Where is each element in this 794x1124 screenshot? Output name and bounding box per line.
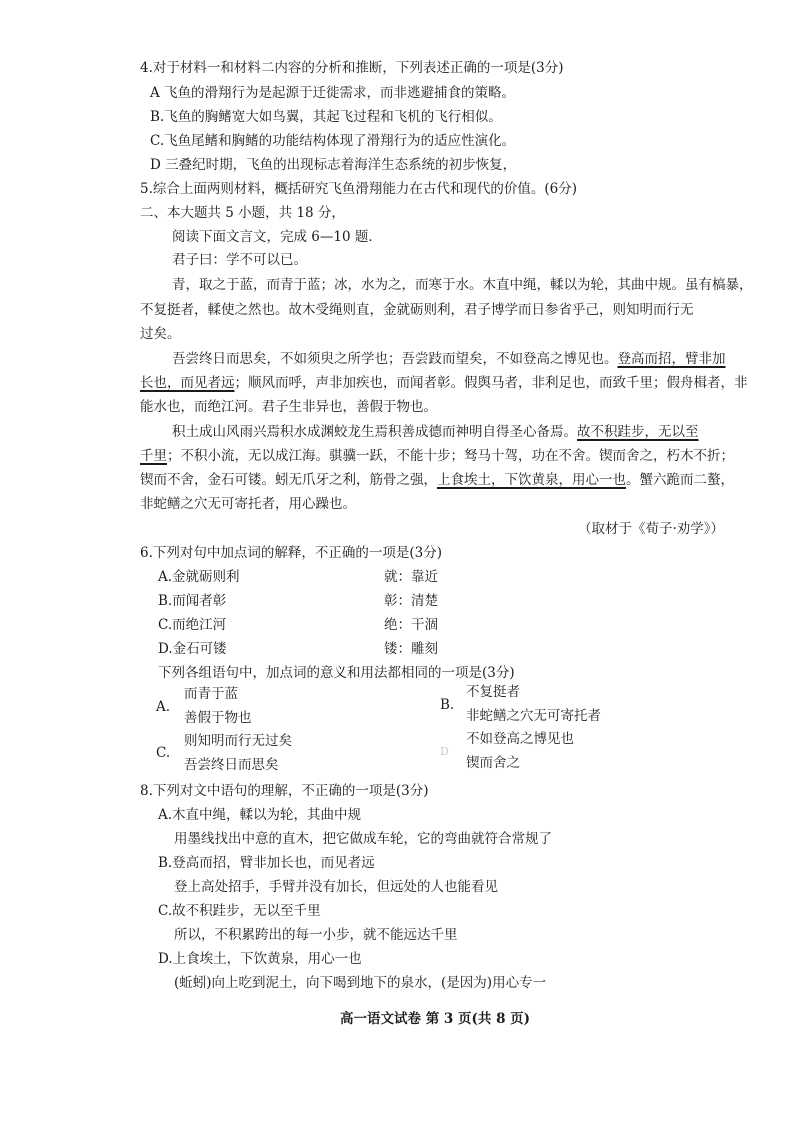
q7-option-c-label: C. bbox=[156, 745, 171, 761]
q6-row-a-phrase: A.金就砺则利 bbox=[158, 569, 240, 585]
q8-option-b: B.登高而招，臂非加长也，而见者远 bbox=[158, 855, 375, 871]
q7-option-b-line-1: 不复挺者 bbox=[466, 684, 520, 700]
q7-stem: 下列各组语句中，加点词的意义和用法都相同的一项是(3分) bbox=[158, 665, 515, 681]
q4-option-a: A 飞鱼的滑翔行为是起源于迁徙需求，而非逃避捕食的策略。 bbox=[150, 85, 516, 101]
passage-text: ；顺风而呼，声非加疾也，而闻者彰。假舆马者，非利足也，而致千里；假舟楫者，非 bbox=[234, 375, 748, 391]
q4-option-b: B.飞鱼的胸鳍宽大如鸟翼，其起飞过程和飞机的飞行相似。 bbox=[150, 109, 502, 125]
passage-para-4-line-4: 非蛇鳝之穴无可寄托者，用心躁也。 bbox=[140, 496, 356, 512]
q7-option-d-line-2: 锲而舍之 bbox=[466, 755, 520, 771]
q7-option-a-label: A. bbox=[156, 699, 171, 715]
underlined-phrase: 上食埃土，下饮黄泉，用心一也 bbox=[437, 472, 626, 488]
passage-para-2-line-2: 不复挺者，輮使之然也。故木受绳则直，金就砺则利，君子博学而日参省乎己，则知明而行无 bbox=[140, 302, 694, 318]
underlined-phrase: 千里 bbox=[140, 448, 167, 464]
q7-option-a-line-1: 而青于蓝 bbox=[184, 686, 238, 702]
q7-option-b-line-2: 非蛇鳝之穴无可寄托者 bbox=[466, 708, 601, 724]
q6-stem: 6.下列对句中加点词的解释，不正确的一项是(3分) bbox=[140, 545, 443, 561]
q7-option-c-line-1: 则知明而行无过矣 bbox=[184, 733, 292, 749]
passage-text: 积土成山风雨兴焉积水成渊蛟龙生焉积善成德而神明自得圣心备焉。 bbox=[172, 424, 577, 440]
q6-row-b-phrase: B.而闻者彰 bbox=[158, 593, 227, 609]
q8-option-a: A.木直中绳，輮以为轮，其曲中规 bbox=[158, 807, 362, 823]
q5-stem: 5.综合上面两则材料，概括研究飞鱼滑翔能力在古代和现代的价值。(6分) bbox=[140, 181, 578, 197]
q6-row-d-phrase: D.金石可镂 bbox=[158, 641, 227, 657]
q7-option-c-line-2: 吾尝终日而思矣 bbox=[184, 757, 279, 773]
q8-option-c-translation: 所以，不积累跨出的每一小步，就不能远达千里 bbox=[174, 927, 458, 943]
section-instruction: 阅读下面文言文，完成 6—10 题． bbox=[172, 229, 382, 245]
section-heading: 二、本大题共 5 小题，共 18 分， bbox=[140, 205, 345, 221]
underlined-phrase: 故不积跬步，无以至 bbox=[577, 424, 699, 440]
passage-para-2-line-1: 青，取之于蓝，而青于蓝；冰，水为之，而寒于水。木直中绳，輮以为轮，其曲中规。虽有槁暴， bbox=[172, 277, 753, 293]
underlined-phrase: 长也，而见者远 bbox=[140, 375, 235, 391]
page-footer: 高一语文试卷 第 3 页(共 8 页) bbox=[340, 1011, 531, 1027]
q7-option-d-label: D bbox=[440, 745, 449, 758]
passage-para-4-line-1 bbox=[172, 426, 699, 440]
q8-option-d: D.上食埃土，下饮黄泉，用心一也 bbox=[158, 951, 362, 967]
passage-text: 吾尝终日而思矣，不如须臾之所学也；吾尝跂而望矣，不如登高之博见也。 bbox=[172, 351, 618, 367]
q6-row-c-phrase: C.而绝江河 bbox=[158, 617, 227, 633]
q8-option-d-translation: (蚯蚓)向上吃到泥土，向下喝到地下的泉水，(是因为)用心专一 bbox=[174, 975, 547, 991]
passage-para-4-line-2 bbox=[140, 450, 734, 464]
q4-option-c: C.飞鱼尾鳍和胸鳍的功能结构体现了滑翔行为的适应性演化。 bbox=[150, 133, 516, 149]
passage-para-3-line-2 bbox=[140, 377, 748, 391]
q8-option-b-translation: 登上高处招手，手臂并没有加长，但远处的人也能看见 bbox=[174, 879, 498, 895]
q4-stem: 4.对于材料一和材料二内容的分析和推断，下列表述正确的一项是(3分) bbox=[140, 60, 564, 76]
passage-para-2-line-3: 过矣。 bbox=[140, 326, 181, 342]
passage-para-1: 君子曰：学不可以已。 bbox=[172, 252, 307, 268]
q7-option-a-line-2: 善假于物也 bbox=[184, 710, 252, 726]
passage-text: 锲而不舍，金石可镂。蚓无爪牙之利，筋骨之强， bbox=[140, 472, 437, 488]
q6-row-c-gloss: 绝：干涸 bbox=[384, 617, 438, 633]
passage-text: ；不积小流，无以成江海。骐骥一跃，不能十步；驽马十驾，功在不舍。锲而舍之，朽木不折； bbox=[167, 448, 734, 464]
q7-option-d-line-1: 不如登高之博见也 bbox=[466, 731, 574, 747]
q6-row-a-gloss: 就：靠近 bbox=[384, 569, 438, 585]
q8-option-a-translation: 用墨线找出中意的直木，把它做成车轮，它的弯曲就符合常规了 bbox=[174, 831, 552, 847]
passage-para-4-line-3 bbox=[140, 474, 734, 488]
passage-para-3-line-1 bbox=[172, 353, 726, 367]
q7-option-b-label: B. bbox=[440, 697, 455, 713]
q8-option-c: C.故不积跬步，无以至千里 bbox=[158, 903, 321, 919]
q6-row-b-gloss: 彰：清楚 bbox=[384, 593, 438, 609]
q4-option-d: D 三叠纪时期，飞鱼的出现标志着海洋生态系统的初步恢复， bbox=[150, 157, 517, 173]
underlined-phrase: 登高而招，臂非加 bbox=[617, 351, 726, 367]
q8-stem: 8.下列对文中语句的理解，不正确的一项是(3分) bbox=[140, 783, 429, 799]
passage-source: （取材于《荀子·劝学》） bbox=[577, 521, 724, 537]
passage-text: 。蟹六跪而二螯， bbox=[626, 472, 734, 488]
q6-row-d-gloss: 镂：雕刻 bbox=[384, 641, 438, 657]
passage-para-3-line-3: 能水也，而绝江河。君子生非异也，善假于物也。 bbox=[140, 399, 437, 415]
